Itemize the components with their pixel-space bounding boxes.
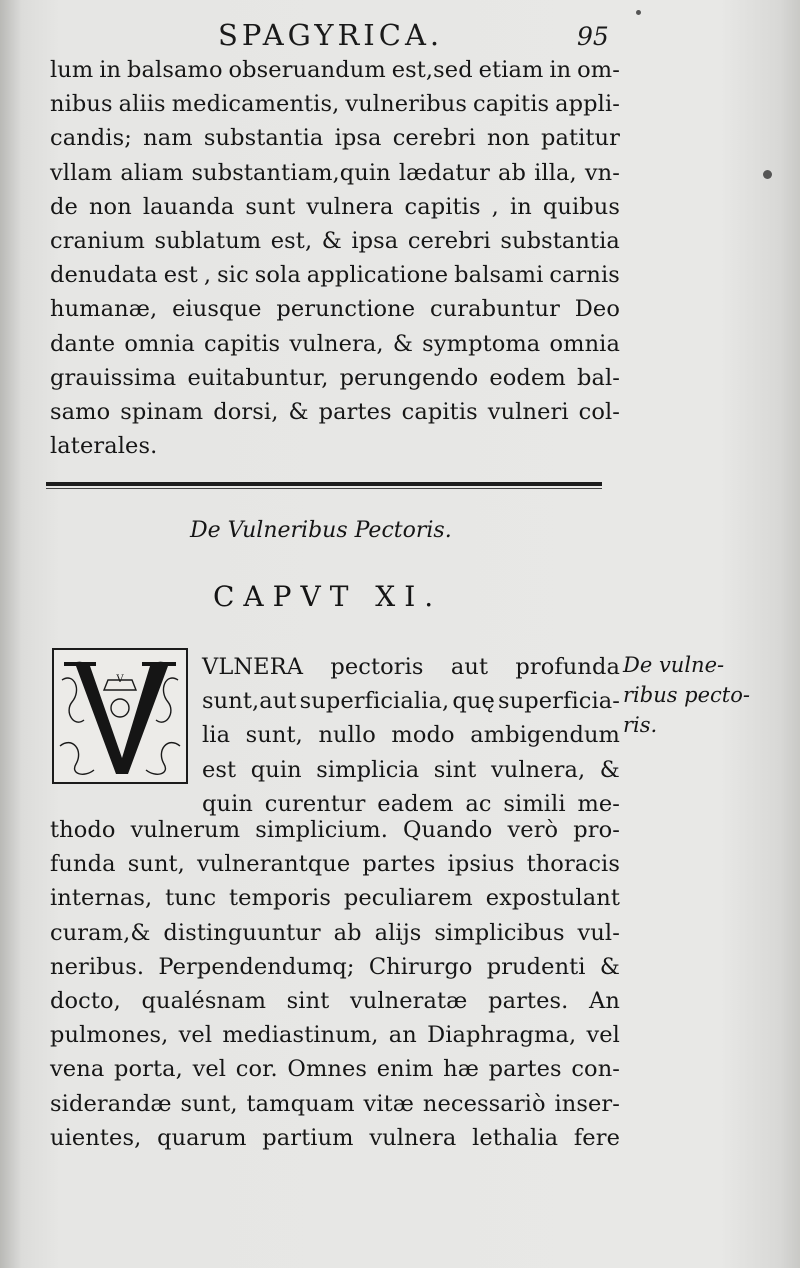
word: Quando [403, 817, 493, 843]
word: applicatione [306, 262, 449, 289]
word: est,sed [391, 57, 473, 83]
word: vulnerantque [197, 851, 351, 878]
text-line [50, 258, 620, 292]
word: ab [498, 159, 527, 186]
text-line [50, 224, 620, 258]
word: , [491, 193, 499, 220]
word: denudata [50, 262, 158, 289]
text-line [50, 327, 620, 361]
decorated-initial [52, 648, 188, 784]
word: ipsius [447, 851, 515, 878]
word: vel [192, 1056, 227, 1083]
word: lethalia [472, 1124, 559, 1151]
text-line [50, 292, 620, 326]
word: internas, [50, 885, 153, 912]
word: symptoma [422, 330, 541, 357]
word: vulnera [306, 193, 394, 220]
word: vulnera, [490, 756, 586, 783]
word: cranium [50, 227, 145, 254]
text-line [50, 53, 620, 87]
word: sublatum [154, 227, 262, 254]
word: distinguuntur [163, 919, 321, 946]
text-line [50, 156, 620, 190]
word: mediastinum, [222, 1022, 379, 1049]
word: eodem [489, 364, 566, 391]
word: est [202, 756, 237, 783]
word: qualésnam [141, 987, 267, 1014]
text-line [50, 950, 620, 984]
text-line [50, 1087, 620, 1121]
word: lia [202, 722, 231, 749]
word: neribus. [50, 953, 145, 980]
word: quin [250, 756, 302, 783]
word: ipsa [334, 125, 382, 152]
word: ipsa [351, 227, 399, 254]
text-line [50, 429, 620, 463]
section-title: De Vulneribus Pectoris. [190, 518, 452, 543]
text-line [50, 87, 620, 121]
text-line [50, 121, 620, 155]
word: ac [465, 790, 492, 817]
word: pectoris [330, 654, 424, 680]
word: nam [143, 125, 193, 152]
word: vena [50, 1056, 105, 1083]
word: & [599, 953, 620, 980]
word: temporis [229, 885, 331, 912]
word: obseruandum [228, 57, 386, 83]
word: substantia [500, 227, 620, 254]
word: superficialia, [299, 688, 450, 715]
word: hæ [443, 1056, 479, 1083]
word: an [388, 1022, 417, 1049]
word: vulnera, [289, 330, 384, 357]
word: thodo [50, 817, 116, 843]
word: Perpendendumq; [158, 953, 355, 980]
paragraph-chapter-continued [50, 813, 620, 1155]
word: de [50, 193, 78, 220]
word: modo [391, 722, 455, 749]
text-line [50, 361, 620, 395]
word: lædatur [398, 159, 490, 186]
word: nullo [318, 722, 376, 749]
word: col- [578, 398, 620, 425]
word: sint [286, 987, 330, 1014]
word: capitis [204, 330, 281, 357]
margin-note [623, 650, 750, 740]
word: samo [50, 398, 111, 425]
word: sunt,aut [202, 688, 297, 715]
word: alijs [374, 919, 422, 946]
word: , [203, 262, 212, 289]
word: simplicium. [255, 817, 388, 843]
word: partes [362, 851, 436, 878]
word: cor. [235, 1056, 278, 1083]
ink-blot [763, 170, 772, 179]
word: eadem [377, 790, 454, 817]
word: quin [202, 790, 253, 817]
word: lum [50, 57, 94, 83]
word: quę [452, 688, 495, 715]
initial-letter: V [116, 674, 124, 685]
word: me- [577, 790, 620, 817]
word: curentur [264, 790, 366, 817]
word: vitæ [363, 1090, 415, 1117]
word: cerebri [407, 227, 491, 254]
text-line [50, 984, 620, 1018]
ink-blot [636, 10, 641, 15]
word: lauanda [142, 193, 235, 220]
margin-note-line: ris. [623, 713, 658, 737]
word: profunda [515, 654, 620, 680]
word: vel [178, 1022, 213, 1049]
chapter-heading: CAPVT XI. [213, 580, 443, 613]
word: sunt, [127, 851, 185, 878]
word: humanæ, [50, 296, 158, 323]
word: verò [507, 817, 559, 843]
text-line [202, 718, 620, 752]
word: pro- [573, 817, 620, 843]
text-line [50, 395, 620, 429]
word: bal- [576, 364, 620, 391]
word: sunt [245, 193, 296, 220]
word: omnia [124, 330, 195, 357]
word: tamquam [246, 1090, 355, 1117]
word: perunctione [276, 296, 416, 323]
word: quibus [542, 193, 620, 220]
word: grauissima [50, 364, 177, 391]
word: An [589, 987, 620, 1014]
word: vulnera [369, 1124, 457, 1151]
page-header [0, 18, 800, 58]
text-line [50, 813, 620, 847]
word: medicamentis, [171, 91, 340, 118]
text-line [50, 190, 620, 224]
word: simili [503, 790, 566, 817]
word: sunt, [245, 722, 303, 749]
word: nibus [50, 91, 113, 118]
text-line [50, 1018, 620, 1052]
word: est [163, 262, 198, 289]
word: Deo [574, 296, 620, 323]
decorated-initial-v-icon [54, 650, 186, 782]
word: est, [270, 227, 313, 254]
word: curabuntur [429, 296, 560, 323]
word: balsamo [127, 57, 223, 83]
word: carnis [549, 262, 620, 289]
word: Chirurgo [368, 953, 473, 980]
text-line [202, 753, 620, 787]
word: vulneri [487, 398, 569, 425]
word: laterales. [50, 433, 158, 460]
word: balsami [454, 262, 544, 289]
text-line [202, 650, 620, 684]
word: dante [50, 330, 116, 357]
word: omnia [549, 330, 620, 357]
text-line [50, 1052, 620, 1086]
word: inser- [554, 1090, 620, 1117]
word: tunc [165, 885, 217, 912]
word: eiusque [172, 296, 262, 323]
word: partium [262, 1124, 354, 1151]
text-line [50, 847, 620, 881]
word: vulneratæ [349, 987, 468, 1014]
word: capitis [401, 398, 478, 425]
word: & [321, 227, 342, 254]
word: expostulant [485, 885, 620, 912]
word: substantia [203, 125, 324, 152]
text-line [50, 916, 620, 950]
word: partes. [488, 987, 569, 1014]
word: vn- [584, 159, 620, 186]
word: partes [488, 1056, 562, 1083]
text-line [50, 881, 620, 915]
word: ab [333, 919, 362, 946]
word: om- [577, 57, 620, 83]
word: perungendo [339, 364, 479, 391]
word: docto, [50, 987, 121, 1014]
word: prudenti [486, 953, 586, 980]
word: capitis [404, 193, 481, 220]
word: cerebri [392, 125, 476, 152]
word: substantiam,quin [191, 159, 391, 186]
word: quarum [157, 1124, 247, 1151]
word: in [549, 57, 572, 83]
section-rule-thin [46, 488, 602, 489]
margin-note-line: ribus pecto- [623, 683, 750, 707]
word: uientes, [50, 1124, 142, 1151]
word: vul- [577, 919, 620, 946]
text-line [50, 1121, 620, 1155]
word: in [99, 57, 122, 83]
page-number: 95 [577, 22, 609, 51]
section-rule [46, 482, 602, 486]
word: & [288, 398, 309, 425]
word: capitis [473, 91, 550, 118]
word: con- [571, 1056, 620, 1083]
word: vulnerum [130, 817, 241, 843]
word: aliam [120, 159, 184, 186]
word: sola [254, 262, 301, 289]
word: non [486, 125, 530, 152]
word: enim [376, 1056, 434, 1083]
word: etiam [478, 57, 544, 83]
word: simplicia [316, 756, 420, 783]
word: ambigendum [470, 722, 620, 749]
word: pulmones, [50, 1022, 169, 1049]
word: VLNERA [202, 654, 304, 680]
word: simplicibus [434, 919, 565, 946]
word: spinam [120, 398, 204, 425]
word: Omnes [287, 1056, 368, 1083]
word: appli- [555, 91, 620, 118]
paragraph-upper [50, 53, 620, 463]
text-line [202, 684, 620, 718]
word: thoracis [526, 851, 620, 878]
word: necessariò [422, 1090, 546, 1117]
word: euitabuntur, [187, 364, 329, 391]
word: fere [573, 1124, 620, 1151]
word: & [392, 330, 413, 357]
word: vulneribus [345, 91, 468, 118]
word: curam,& [50, 919, 151, 946]
word: vllam [50, 159, 113, 186]
paragraph-chapter-start [202, 650, 620, 821]
word: peculiarem [343, 885, 473, 912]
word: aliis [118, 91, 166, 118]
word: in [509, 193, 532, 220]
word: aut [450, 654, 489, 680]
word: funda [50, 851, 116, 878]
word: patitur [540, 125, 620, 152]
word: sint [433, 756, 477, 783]
word: Diaphragma, [427, 1022, 577, 1049]
word: porta, [114, 1056, 183, 1083]
margin-note-line: De vulne- [623, 653, 725, 677]
word: candis; [50, 125, 132, 152]
word: sunt, [180, 1090, 238, 1117]
word: vel [586, 1022, 620, 1049]
word: & [599, 756, 620, 783]
running-head: SPAGYRICA. [218, 18, 444, 52]
word: non [88, 193, 132, 220]
word: sic [217, 262, 249, 289]
word: dorsi, [213, 398, 279, 425]
word: siderandæ [50, 1090, 172, 1117]
word: superficia- [498, 688, 620, 715]
word: illa, [534, 159, 577, 186]
word: partes [318, 398, 392, 425]
